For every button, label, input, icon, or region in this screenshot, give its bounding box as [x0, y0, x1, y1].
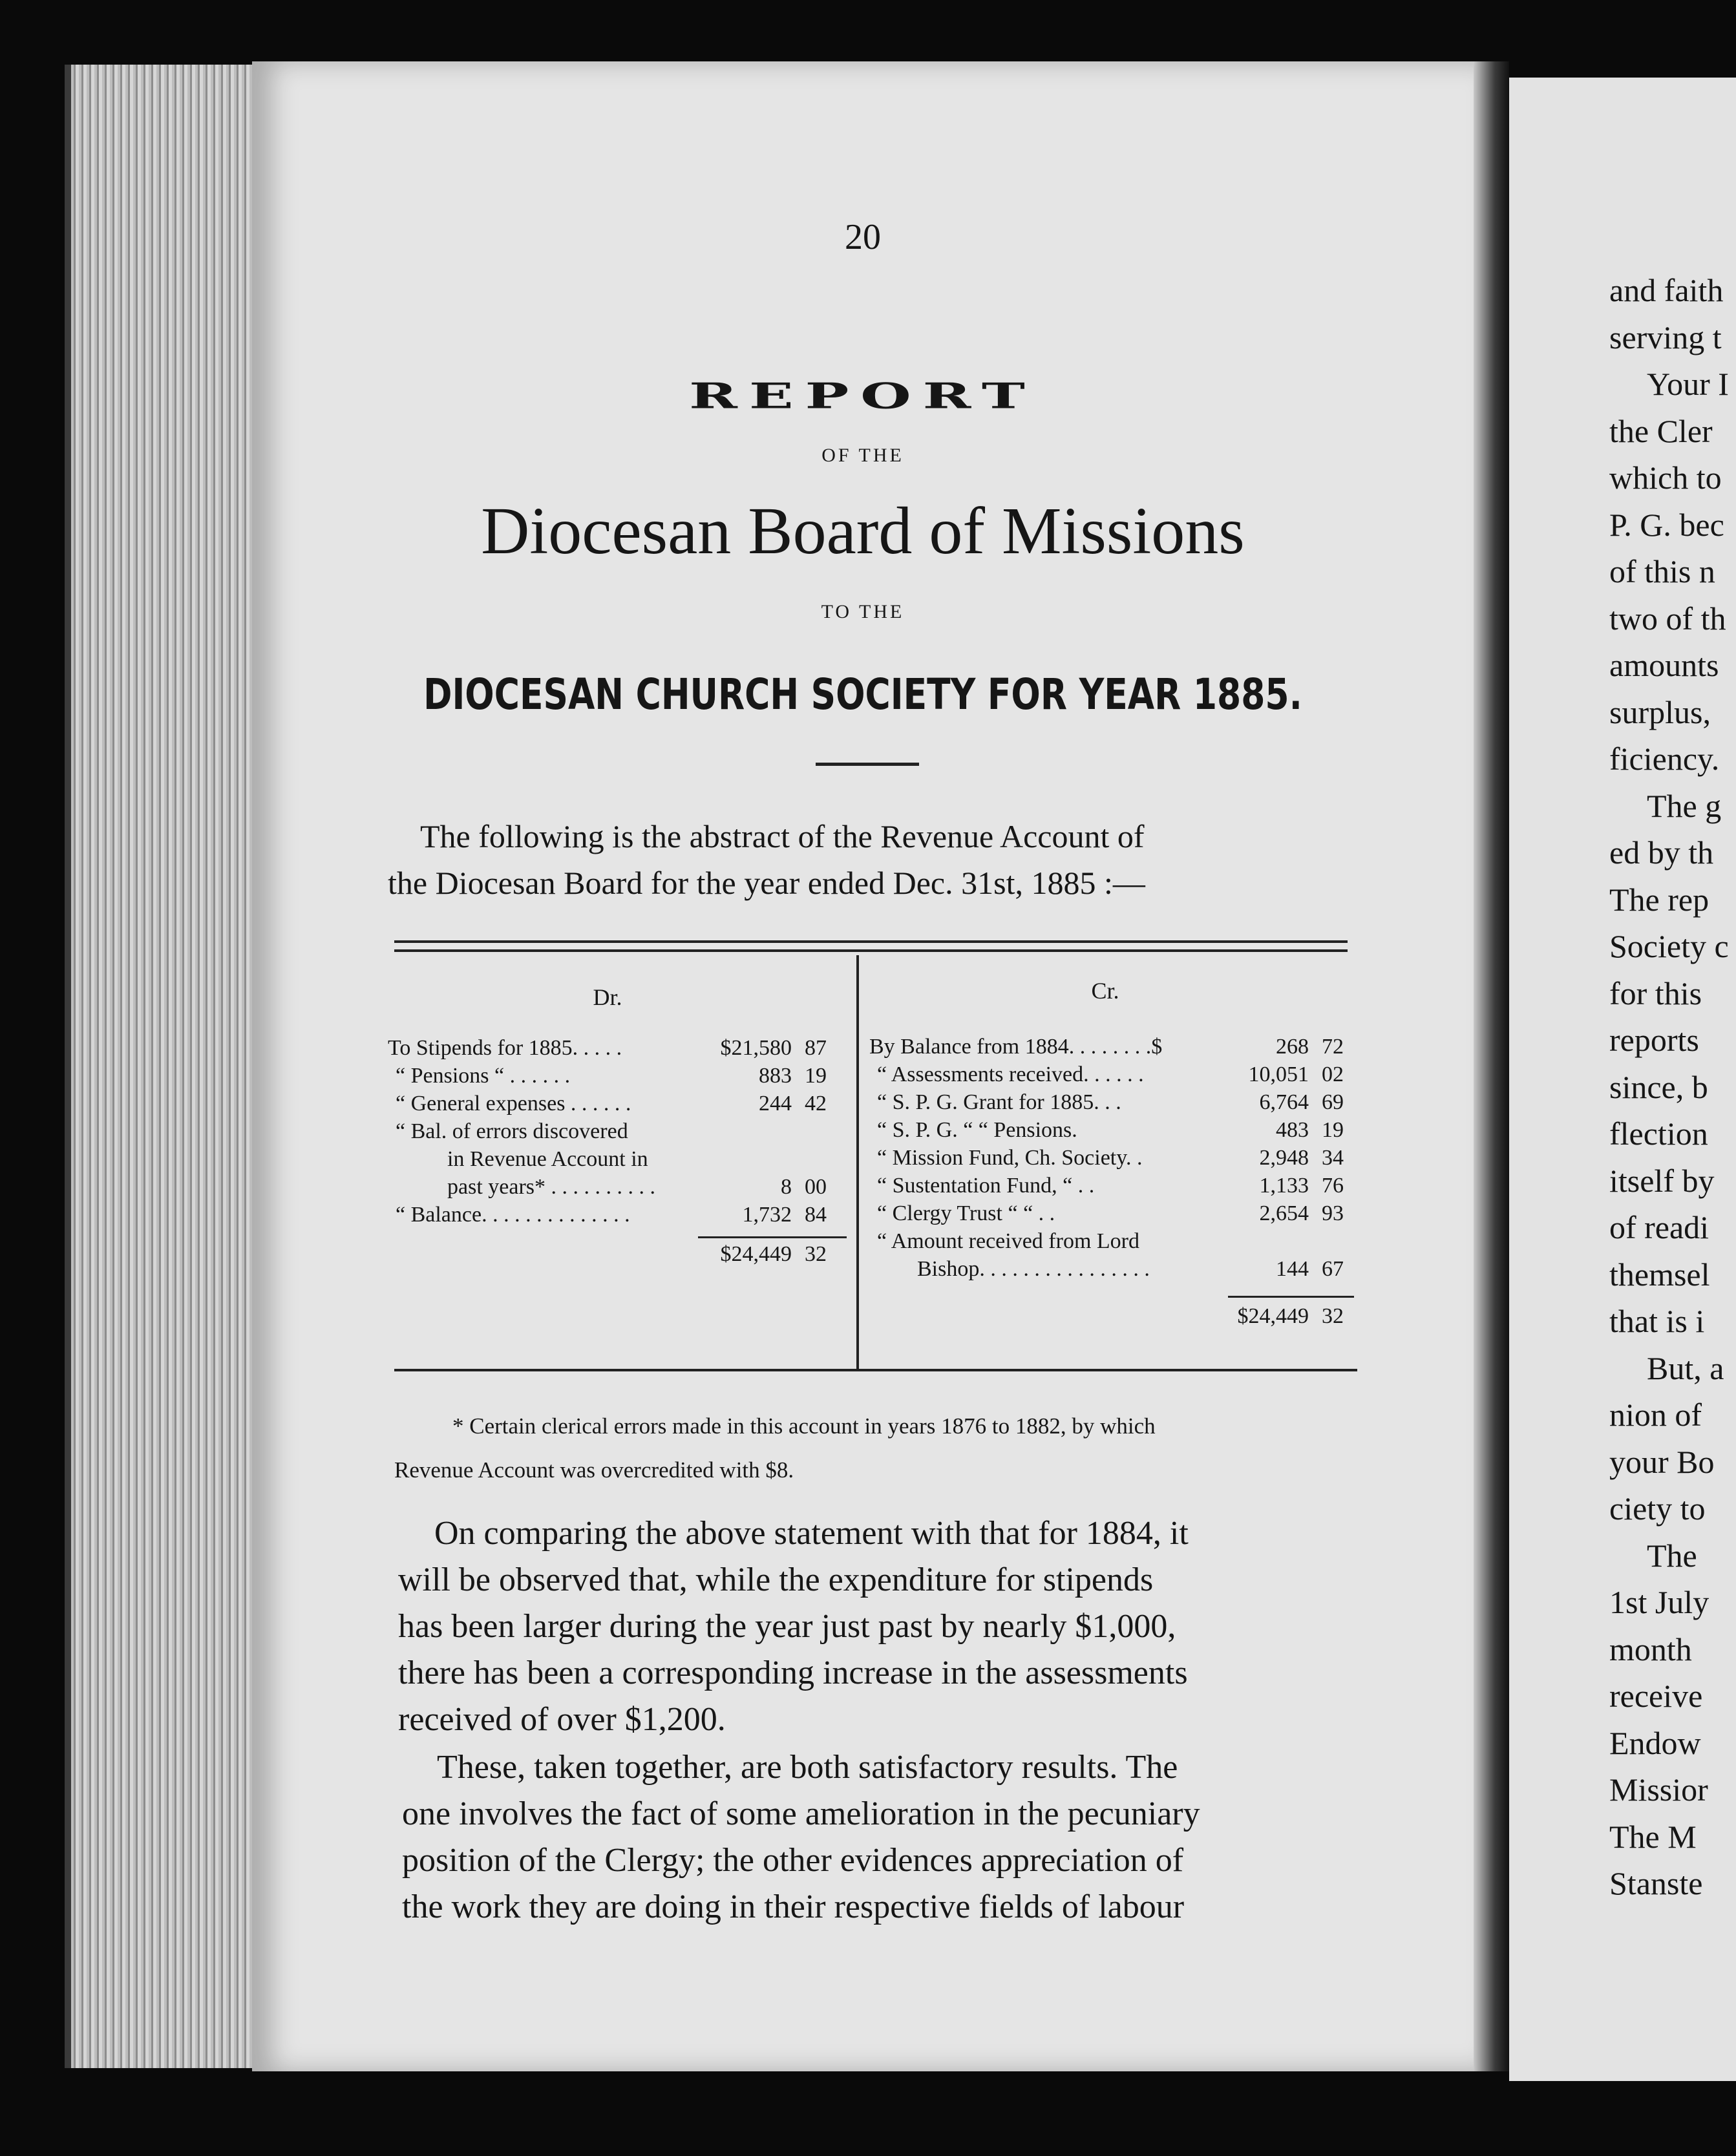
credit-dollars: 268: [1276, 1035, 1309, 1059]
debit-label: To Stipends for 1885. . . . .: [388, 1036, 622, 1060]
right-page-fragment: The g: [1647, 787, 1722, 824]
debit-row: [388, 1090, 840, 1117]
intro-line: The following is the abstract of the Revenue Account of: [420, 818, 1145, 854]
debit-label: “ Bal. of errors discovered: [396, 1119, 628, 1143]
intro-line: the Diocesan Board for the year ended Dec. 31st, 1885 :—: [388, 865, 1145, 901]
book-gutter: [1474, 61, 1509, 2071]
footnote-line: Revenue Account was overcredited with $8.: [394, 1457, 794, 1483]
credit-cents: 34: [1322, 1146, 1344, 1170]
debit-label: in Revenue Account in: [447, 1147, 648, 1171]
right-page-fragment: flection: [1609, 1115, 1708, 1152]
debit-row: [388, 1117, 840, 1145]
right-page-fragment: for this: [1609, 975, 1702, 1011]
credit-cents: 72: [1322, 1035, 1344, 1059]
right-page-fragment: of readi: [1609, 1209, 1710, 1245]
paragraph-line: will be observed that, while the expenditure for stipends: [398, 1561, 1154, 1598]
debit-dollars: 883: [759, 1064, 792, 1088]
credit-row: [869, 1116, 1360, 1144]
heading-board: Diocesan Board of Missions: [481, 494, 1245, 568]
credit-dollars: 6,764: [1259, 1090, 1309, 1114]
credit-total-rule: [1228, 1296, 1354, 1298]
debit-row: [388, 1034, 840, 1062]
credit-row: [869, 1200, 1360, 1227]
right-page-fragment: month: [1609, 1631, 1692, 1667]
paragraph-line: has been larger during the year just past by nearly $1,000,: [398, 1608, 1176, 1645]
credit-label: “ S. P. G. Grant for 1885. . .: [877, 1090, 1121, 1114]
credit-row: [869, 1227, 1360, 1255]
table-column-divider: [856, 955, 859, 1369]
right-page-fragment: two of th: [1609, 600, 1726, 637]
credit-row: [869, 1088, 1360, 1116]
right-page-fragment: Missior: [1609, 1771, 1708, 1808]
debit-dollars: 244: [759, 1092, 792, 1115]
right-page-fragment: that is i: [1609, 1303, 1705, 1339]
debit-dollars: 1,732: [742, 1203, 792, 1227]
right-page-fragment: ciety to: [1609, 1490, 1706, 1527]
right-page-fragment: itself by: [1609, 1162, 1715, 1199]
credit-label: “ Clergy Trust “ “ . .: [877, 1201, 1055, 1225]
debit-total-dollars: $24,449: [720, 1242, 792, 1266]
debit-row: [388, 1173, 840, 1201]
paragraph-line: there has been a corresponding increase in the assessments: [398, 1654, 1188, 1691]
right-page-fragment: 1st July: [1609, 1584, 1710, 1620]
credit-cents: 67: [1322, 1257, 1344, 1281]
right-page-fragment: ed by th: [1609, 834, 1714, 871]
heading-to-the: TO THE: [821, 601, 905, 622]
right-page-fragment: The: [1647, 1537, 1697, 1574]
right-page-fragment: of this n: [1609, 553, 1715, 589]
right-page-fragment: But, a: [1647, 1349, 1724, 1386]
right-page-fragment: serving t: [1609, 319, 1722, 355]
credit-cents: 76: [1322, 1174, 1344, 1198]
debit-cents: 19: [805, 1064, 827, 1088]
credit-row: [869, 1172, 1360, 1200]
right-page-fragment: ficiency.: [1609, 741, 1720, 777]
debit-row: [388, 1062, 840, 1090]
table-rule: [394, 949, 1348, 952]
heading-society: DIOCESAN CHURCH SOCIETY FOR YEAR 1885.: [423, 670, 1302, 719]
credit-label: By Balance from 1884. . . . . . . .$: [869, 1035, 1163, 1059]
credit-row: [869, 1061, 1360, 1088]
credit-row: [869, 1033, 1360, 1061]
debit-label: “ Pensions “ . . . . . .: [396, 1064, 571, 1088]
credit-header: Cr.: [1091, 978, 1119, 1004]
credit-total-row: [869, 1302, 1360, 1330]
paragraph-line: On comparing the above statement with that for 1884, it: [434, 1515, 1189, 1552]
debit-label: “ Balance. . . . . . . . . . . . . .: [396, 1203, 630, 1227]
credit-label: “ Amount received from Lord: [877, 1229, 1139, 1253]
right-page-fragment: Your I: [1647, 366, 1729, 402]
right-page-fragment: and faith: [1609, 272, 1724, 308]
right-page-fragment: your Bo: [1609, 1443, 1715, 1480]
debit-cents: 42: [805, 1092, 827, 1115]
debit-total-rule: [698, 1236, 847, 1238]
right-page-fragment: amounts: [1609, 647, 1719, 683]
credit-dollars: 2,948: [1259, 1146, 1309, 1170]
right-page-fragment: the Cler: [1609, 412, 1713, 449]
credit-dollars: 144: [1276, 1257, 1309, 1281]
paragraph-line: position of the Clergy; the other evidences appreciation of: [402, 1842, 1184, 1879]
right-page-fragment: Endow: [1609, 1724, 1701, 1761]
right-page-fragment: themsel: [1609, 1256, 1710, 1293]
right-page-fragment: surplus,: [1609, 693, 1711, 730]
debit-cents: 00: [805, 1175, 827, 1199]
credit-label: “ Assessments received. . . . . .: [877, 1062, 1144, 1086]
table-rule: [394, 940, 1348, 943]
debit-cents: 84: [805, 1203, 827, 1227]
debit-dollars: 8: [781, 1175, 792, 1199]
credit-row: [869, 1144, 1360, 1172]
credit-dollars: 483: [1276, 1118, 1309, 1142]
credit-row: [869, 1255, 1360, 1283]
right-page-fragment: nion of: [1609, 1397, 1702, 1433]
debit-dollars: $21,580: [720, 1036, 792, 1060]
debit-total-cents: 32: [805, 1242, 827, 1266]
heading-of-the: OF THE: [821, 445, 904, 466]
title-rule: [816, 763, 919, 766]
right-page-fragment: The rep: [1609, 881, 1710, 918]
right-page-fragment: reports: [1609, 1022, 1699, 1058]
right-page-fragment: Society c: [1609, 928, 1729, 964]
debit-row: [388, 1145, 840, 1173]
heading-report: REPORT: [689, 375, 1037, 417]
credit-cents: 19: [1322, 1118, 1344, 1142]
credit-cents: 93: [1322, 1201, 1344, 1225]
debit-total-row: [388, 1240, 840, 1268]
credit-dollars: 2,654: [1259, 1201, 1309, 1225]
table-rule: [394, 1369, 1357, 1371]
right-page-fragment: The M: [1609, 1818, 1697, 1855]
credit-cents: 02: [1322, 1062, 1344, 1086]
right-page-fragment: which to: [1609, 460, 1722, 496]
debit-cents: 87: [805, 1036, 827, 1060]
debit-header: Dr.: [593, 984, 622, 1010]
paragraph-line: one involves the fact of some amelioration in the pecuniary: [402, 1795, 1200, 1832]
credit-dollars: 1,133: [1259, 1174, 1309, 1198]
right-page-fragment: Stanste: [1609, 1865, 1703, 1901]
credit-dollars: 10,051: [1248, 1062, 1309, 1086]
page-edges: [65, 65, 259, 2068]
paragraph-line: received of over $1,200.: [398, 1701, 726, 1738]
paragraph-line: the work they are doing in their respective fields of labour: [402, 1888, 1185, 1925]
credit-total-dollars: $24,449: [1237, 1304, 1309, 1328]
debit-label: “ General expenses . . . . . .: [396, 1092, 631, 1115]
right-page-fragment: since, b: [1609, 1068, 1708, 1105]
right-page-fragment: receive: [1609, 1678, 1703, 1714]
credit-label: Bishop. . . . . . . . . . . . . . . .: [917, 1257, 1150, 1281]
right-page-fragment: P. G. bec: [1609, 506, 1724, 543]
credit-label: “ S. P. G. “ “ Pensions.: [877, 1118, 1077, 1142]
footnote-line: * Certain clerical errors made in this account in years 1876 to 1882, by which: [452, 1413, 1156, 1439]
debit-row: [388, 1201, 840, 1229]
page-number: 20: [845, 217, 881, 257]
debit-label: past years* . . . . . . . . . .: [447, 1175, 656, 1199]
credit-total-cents: 32: [1322, 1304, 1344, 1328]
credit-label: “ Mission Fund, Ch. Society. .: [877, 1146, 1143, 1170]
paragraph-line: These, taken together, are both satisfactory results. The: [437, 1749, 1178, 1786]
credit-label: “ Sustentation Fund, “ . .: [877, 1174, 1095, 1198]
credit-cents: 69: [1322, 1090, 1344, 1114]
